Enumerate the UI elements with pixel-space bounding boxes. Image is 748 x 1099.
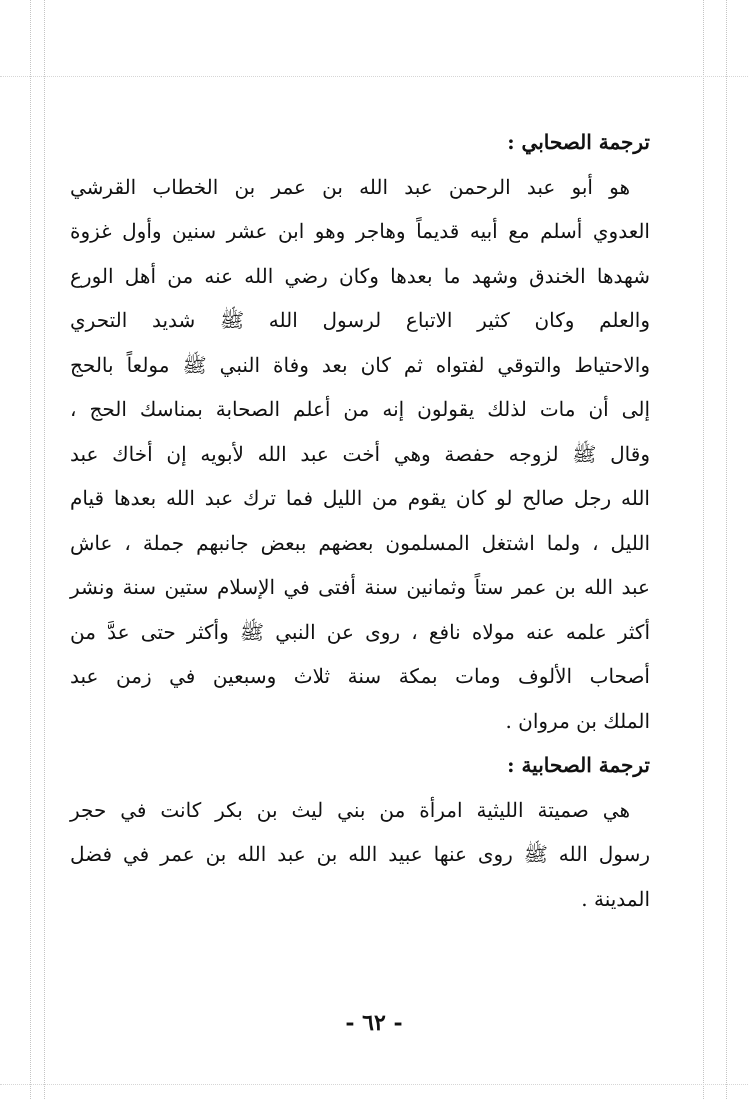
text-line: والعلم وكان كثير الاتباع لرسول الله ﷺ شديد التحري — [70, 308, 650, 332]
text-line: هي صميتة الليثية امرأة من بني ليث بن بكر كانت في حجر — [70, 797, 630, 822]
text-line: الليل ، ولما اشتغل المسلمون بعضهم ببعض جانبهم جملة ، عاش — [70, 530, 650, 555]
text-line: والاحتياط والتوقي لفتواه ثم كان بعد وفاة النبي ﷺ مولعاً بالحج — [70, 352, 650, 377]
scan-guide-line — [30, 0, 31, 1099]
text-line: أصحاب الألوف ومات بمكة سنة ثلاث وسبعين في زمن عبد — [70, 664, 650, 688]
text-line: شهدها الخندق وشهد ما بعدها وكان رضي الله عنه من أهل الورع — [70, 263, 650, 288]
body-text — [70, 120, 650, 921]
scan-guide-line — [703, 0, 704, 1099]
text-line: المدينة . — [581, 886, 650, 911]
text-line: عبد الله بن عمر ستاً وثمانين سنة أفتى في الإسلام ستين سنة ونشر — [70, 575, 650, 599]
scan-guide-line — [0, 1084, 748, 1085]
scan-guide-line — [0, 76, 748, 77]
section-heading-companion: ترجمة الصحابي : — [507, 130, 650, 154]
text-line: رسول الله ﷺ روى عنها عبيد الله بن عبد الله بن عمر في فضل — [70, 842, 650, 866]
text-line: أكثر علمه عنه مولاه نافع ، روى عن النبي ﷺ وأكثر حتى عدَّ من — [70, 619, 650, 644]
page-number: - ٦٢ - — [345, 1010, 403, 1036]
text-line: العدوي أسلم مع أبيه قديماً وهاجر وهو ابن عشر سنين وأول غزوة — [70, 219, 650, 243]
text-line: الله رجل صالح لو كان يقوم من الليل فما ترك عبد الله بعدها قيام — [70, 486, 650, 510]
text-line: هو أبو عبد الرحمن عبد الله بن عمر بن الخطاب القرشي — [70, 174, 630, 199]
section-heading-female-companion: ترجمة الصحابية : — [507, 753, 650, 777]
text-line: الملك بن مروان . — [505, 708, 650, 733]
text-line: إلى أن مات لذلك يقولون إنه من أعلم الصحابة بمناسك الحج ، — [70, 397, 650, 421]
scan-guide-line — [726, 0, 727, 1099]
scan-guide-line — [44, 0, 45, 1099]
text-line: وقال ﷺ لزوجه حفصة وهي أخت عبد الله لأبويه إن أخاك عبد — [70, 441, 650, 466]
